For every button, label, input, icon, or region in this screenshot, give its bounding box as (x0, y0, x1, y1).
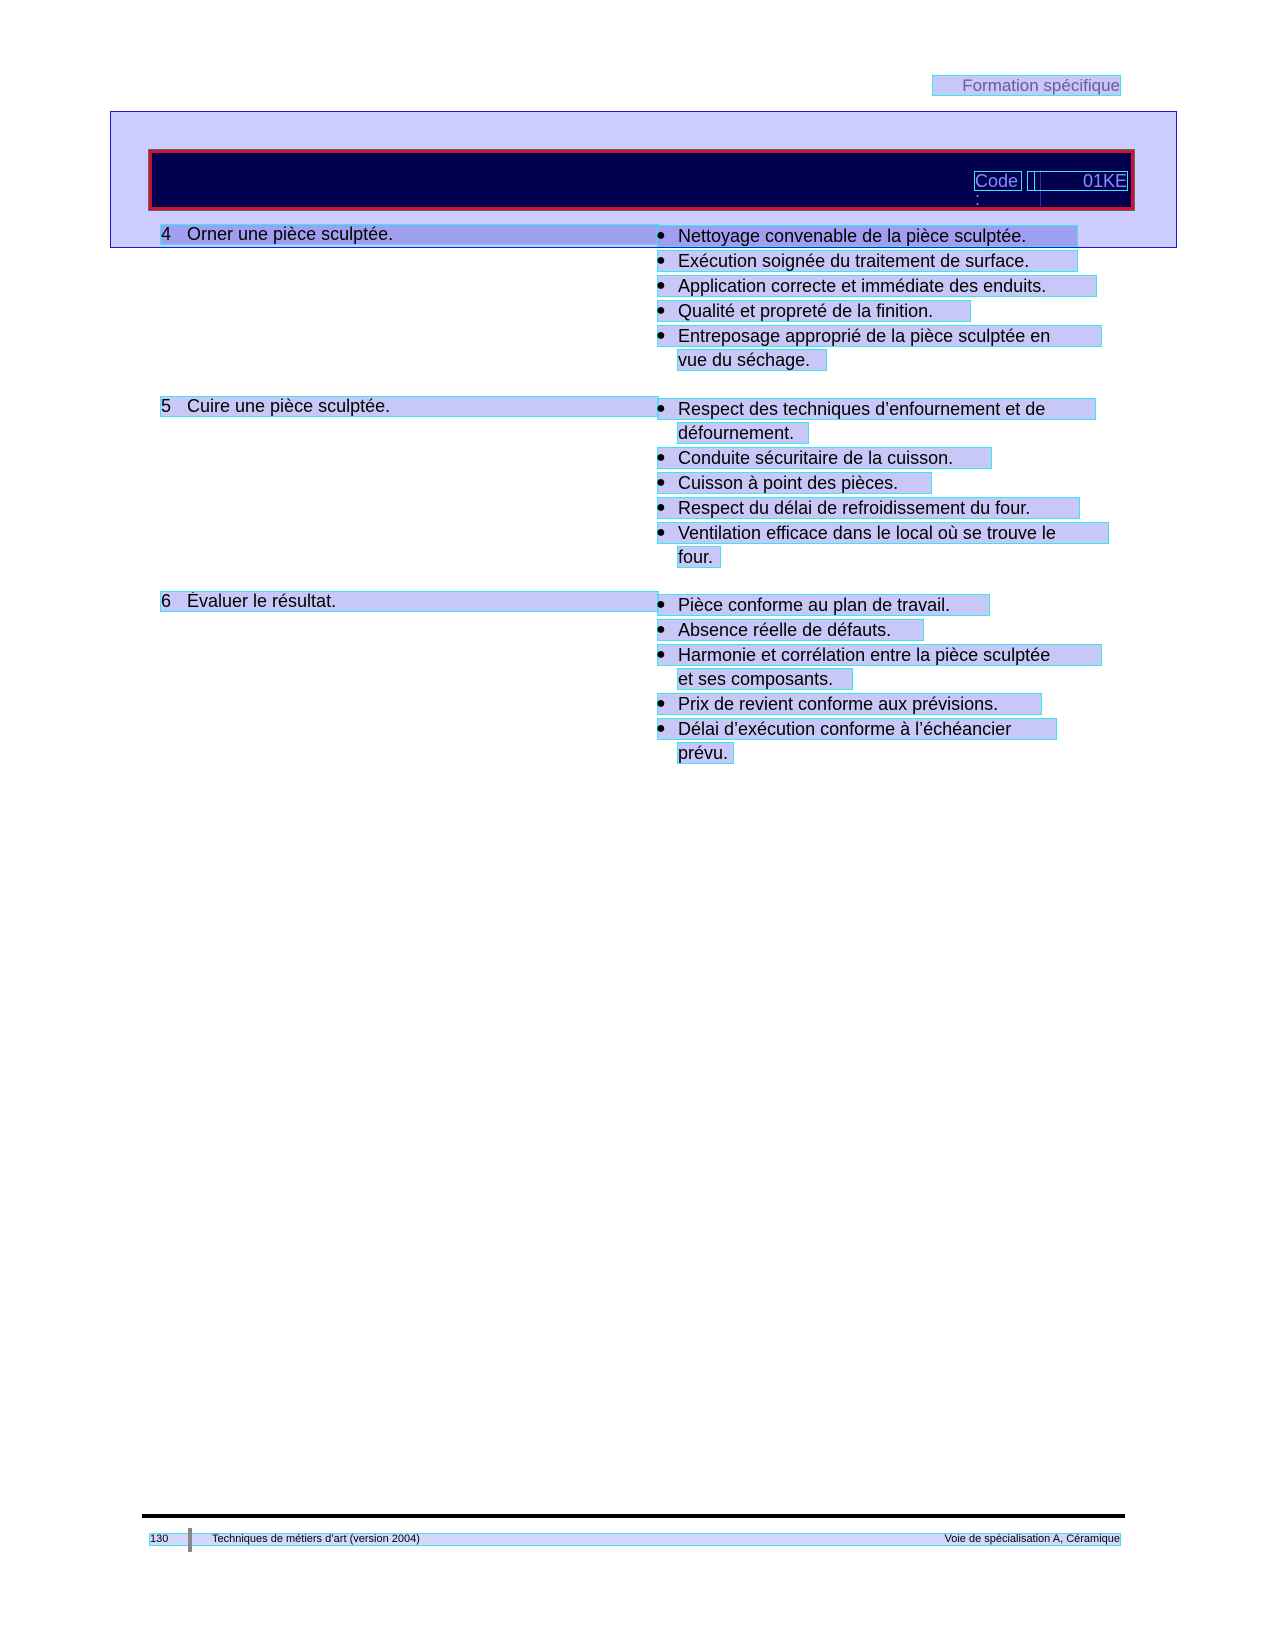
element-6-title (161, 592, 658, 611)
criterion-text-cont: prévu. (678, 743, 729, 763)
bullet-icon: ● (656, 474, 666, 491)
bullet-icon: ● (656, 621, 666, 638)
bullet-icon: ● (656, 449, 666, 466)
criterion-text: Exécution soignée du traitement de surface. (678, 251, 1030, 271)
criterion-text: Prix de revient conforme aux prévisions. (678, 694, 999, 714)
criterion-text: Entreposage approprié de la pièce sculptée en (678, 326, 1051, 346)
element-label: Orner une pièce sculptée. (187, 224, 394, 244)
code-value: 01KE (1035, 172, 1127, 190)
code-label: Code : (975, 172, 1021, 190)
element-number: 5 (161, 396, 172, 416)
footer-page-number: 130 (150, 1533, 169, 1545)
footer-divider (188, 1528, 192, 1552)
bullet-icon: ● (656, 524, 666, 541)
criterion-text-cont: four. (678, 547, 714, 567)
criterion-text: Qualité et propreté de la finition. (678, 301, 934, 321)
bullet-icon: ● (656, 646, 666, 663)
bullet-icon: ● (656, 695, 666, 712)
criterion-text: Ventilation efficace dans le local où se trouve le (678, 523, 1056, 543)
criterion-text: Respect des techniques d’enfournement et de (678, 399, 1046, 419)
bullet-icon: ● (656, 400, 666, 417)
footer-title: Techniques de métiers d’art (version 2004) (212, 1533, 420, 1545)
criterion-text: Harmonie et corrélation entre la pièce sculptée (678, 645, 1051, 665)
criterion-text: Application correcte et immédiate des enduits. (678, 276, 1047, 296)
criterion-text: Pièce conforme au plan de travail. (678, 595, 951, 615)
footer-rule (142, 1514, 1125, 1518)
bullet-icon: ● (656, 302, 666, 319)
criterion-text: Cuisson à point des pièces. (678, 473, 899, 493)
footer (150, 1534, 1120, 1545)
element-label: Évaluer le résultat. (187, 591, 337, 611)
running-header: Formation spécifique (933, 76, 1120, 95)
bullet-icon: ● (656, 327, 666, 344)
criterion-text-cont: vue du séchage. (678, 350, 811, 370)
criterion-text: Nettoyage convenable de la pièce sculptée. (678, 226, 1027, 246)
criterion-text: Absence réelle de défauts. (678, 620, 892, 640)
bullet-icon: ● (656, 227, 666, 244)
bullet-icon: ● (656, 277, 666, 294)
bullet-icon: ● (656, 596, 666, 613)
footer-voie: Voie de spécialisation A, Céramique (944, 1533, 1120, 1545)
element-5-title (161, 397, 658, 416)
criterion-text-cont: et ses composants. (678, 669, 834, 689)
element-number: 4 (161, 224, 172, 244)
criterion-text: Respect du délai de refroidissement du four. (678, 498, 1031, 518)
bullet-icon: ● (656, 720, 666, 737)
criterion-text: Conduite sécuritaire de la cuisson. (678, 448, 954, 468)
element-4-title (161, 225, 658, 244)
bullet-icon: ● (656, 252, 666, 269)
element-number: 6 (161, 591, 172, 611)
criterion-text-cont: défournement. (678, 423, 795, 443)
element-label: Cuire une pièce sculptée. (187, 396, 391, 416)
bullet-icon: ● (656, 499, 666, 516)
criterion-text: Délai d’exécution conforme à l’échéancier (678, 719, 1012, 739)
code-separator (1028, 172, 1034, 190)
